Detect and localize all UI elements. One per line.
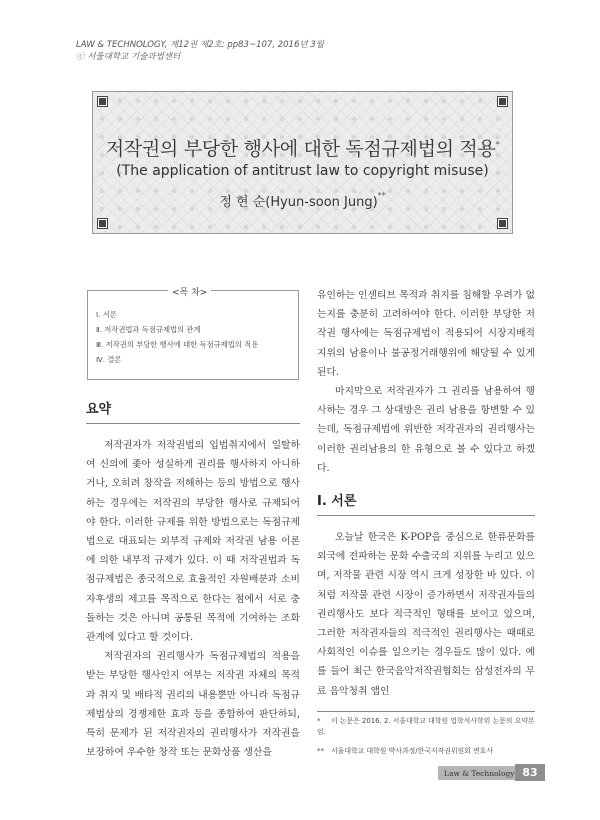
corner-marker-top-left <box>98 97 107 106</box>
footer-journal-name: Law & Technology <box>444 769 515 778</box>
footnote-mark: ** <box>317 747 324 755</box>
introduction-body <box>317 528 535 701</box>
corner-marker-bottom-right <box>498 219 507 228</box>
page-number: 83 <box>515 764 545 781</box>
footnote-2 <box>317 746 535 757</box>
toc-item: Ⅳ. 결론 <box>96 355 122 364</box>
toc-item: Ⅰ. 서론 <box>96 310 117 319</box>
introduction-divider <box>317 515 535 516</box>
toc-heading: <목 차> <box>168 285 211 298</box>
abstract-continuation-paragraph: 유인하는 인센티브 목적과 취지를 침해할 우려가 없는지를 충분히 고려하여야 한다. 이러한 부당한 저작권 행사에는 독점규제법이 적용되어 시장지배적 지위의 남용이나 불공정거래행위에 해당될 수 있게 된다. <box>317 290 535 378</box>
abstract-divider <box>86 423 300 424</box>
footnote-1 <box>317 716 535 738</box>
abstract-heading: 요약 <box>86 402 112 417</box>
abstract-paragraph: 저작권자의 권리행사가 독점규제법의 적용을 받는 부당한 행사인지 여부는 저작권 자체의 목적과 취지 및 배타적 권리의 내용뿐만 아니라 독점규제법상의 경쟁제한 효과 등을 종합하여 판단하되, 특히 문제가 된 저작권자의 권리행사가 저작권을 보장하여 우수한 창작 또는 문화상품 생산을 <box>86 651 300 759</box>
corner-marker-bottom-left <box>98 219 107 228</box>
title-box <box>92 91 513 234</box>
abstract-body <box>86 436 300 762</box>
footnote-text: 이 논문은 2016. 2. 서울대학교 대학원 법학석사학위 논문의 요약본임. <box>317 717 535 736</box>
table-of-contents <box>87 290 299 380</box>
title-footnote-mark: * <box>495 140 500 149</box>
author-footnote-mark: ** <box>377 191 386 200</box>
abstract-continuation <box>317 286 535 478</box>
corner-marker-top-right <box>498 97 507 106</box>
introduction-paragraph: 오늘날 한국은 K-POP을 중심으로 한류문화를 외국에 전파하는 문화 수출국의 지위를 누리고 있으며, 저작물 관련 시장 역시 크게 성장한 바 있다. 이처럼 저작물 관련 시장이 증가하면서 저작권자들의 권리행사도 보다 적극적인 형태를 보이고 있으며, 그러한 저작권자들의 적극적인 권리행사는 때때로 사회적인 이슈를 일으키는 경우들도 많이 있다. 예를 들어 최근 한국음악저작권협회는 삼성전자의 무료 음악청취 앱인 <box>317 532 535 697</box>
abstract-last-paragraph: 마지막으로 저작권자가 그 권리를 남용하여 행사하는 경우 그 상대방은 권리 남용을 항변할 수 있는데, 독점규제법에 위반한 저작권자의 권리행사는 이러한 권리남용의 한 유형으로 볼 수 있다고 하겠다. <box>317 386 535 474</box>
title-korean: 저작권의 부당한 행사에 대한 독점규제법의 적용* <box>105 138 500 160</box>
journal-citation: LAW & TECHNOLOGY, 제12권 제2호: pp83~107, 2016년 3월 <box>76 40 324 50</box>
running-header <box>76 39 324 63</box>
author-line: 정 현 순(Hyun-soon Jung)** <box>219 191 386 210</box>
introduction-heading: Ⅰ. 서론 <box>317 494 357 509</box>
abstract-paragraph: 저작권자가 저작권법의 입법취지에서 일탈하여 신의에 좇아 성실하게 권리를 행사하지 아니하거나, 오히려 창작을 저해하는 등의 방법으로 행사하는 경우에는 저작권의 부당한 행사로 규제되어야 한다. 이러한 규제를 위한 방법으로는 독점규제법으로 대표되는 외부적 규제와 저작권 남용 이론에 의한 내부적 규제가 있다. 이 때 저작권법과 독점규제법은 종국적으로 효율적인 자원배분과 소비자후생의 제고를 목적으로 한다는 점에서 서로 충돌하는 것은 아니며 공통된 목적에 기여하는 조화관계에 있다고 할 것이다. <box>86 440 300 644</box>
publisher-line: ⓒ 서울대학교 기술과법센터 <box>76 52 181 62</box>
footnote-divider <box>317 711 535 712</box>
title-english: (The application of antitrust law to copyright misuse) <box>116 163 489 179</box>
toc-item: Ⅱ. 저작권법과 독점규제법의 관계 <box>96 325 201 334</box>
toc-item: Ⅲ. 저작권의 부당한 행사에 대한 독점규제법의 적용 <box>96 340 259 349</box>
footnote-text: 서울대학교 대학원 박사과정/한국저작권위원회 변호사 <box>331 747 493 755</box>
footnote-mark: * <box>317 717 321 725</box>
